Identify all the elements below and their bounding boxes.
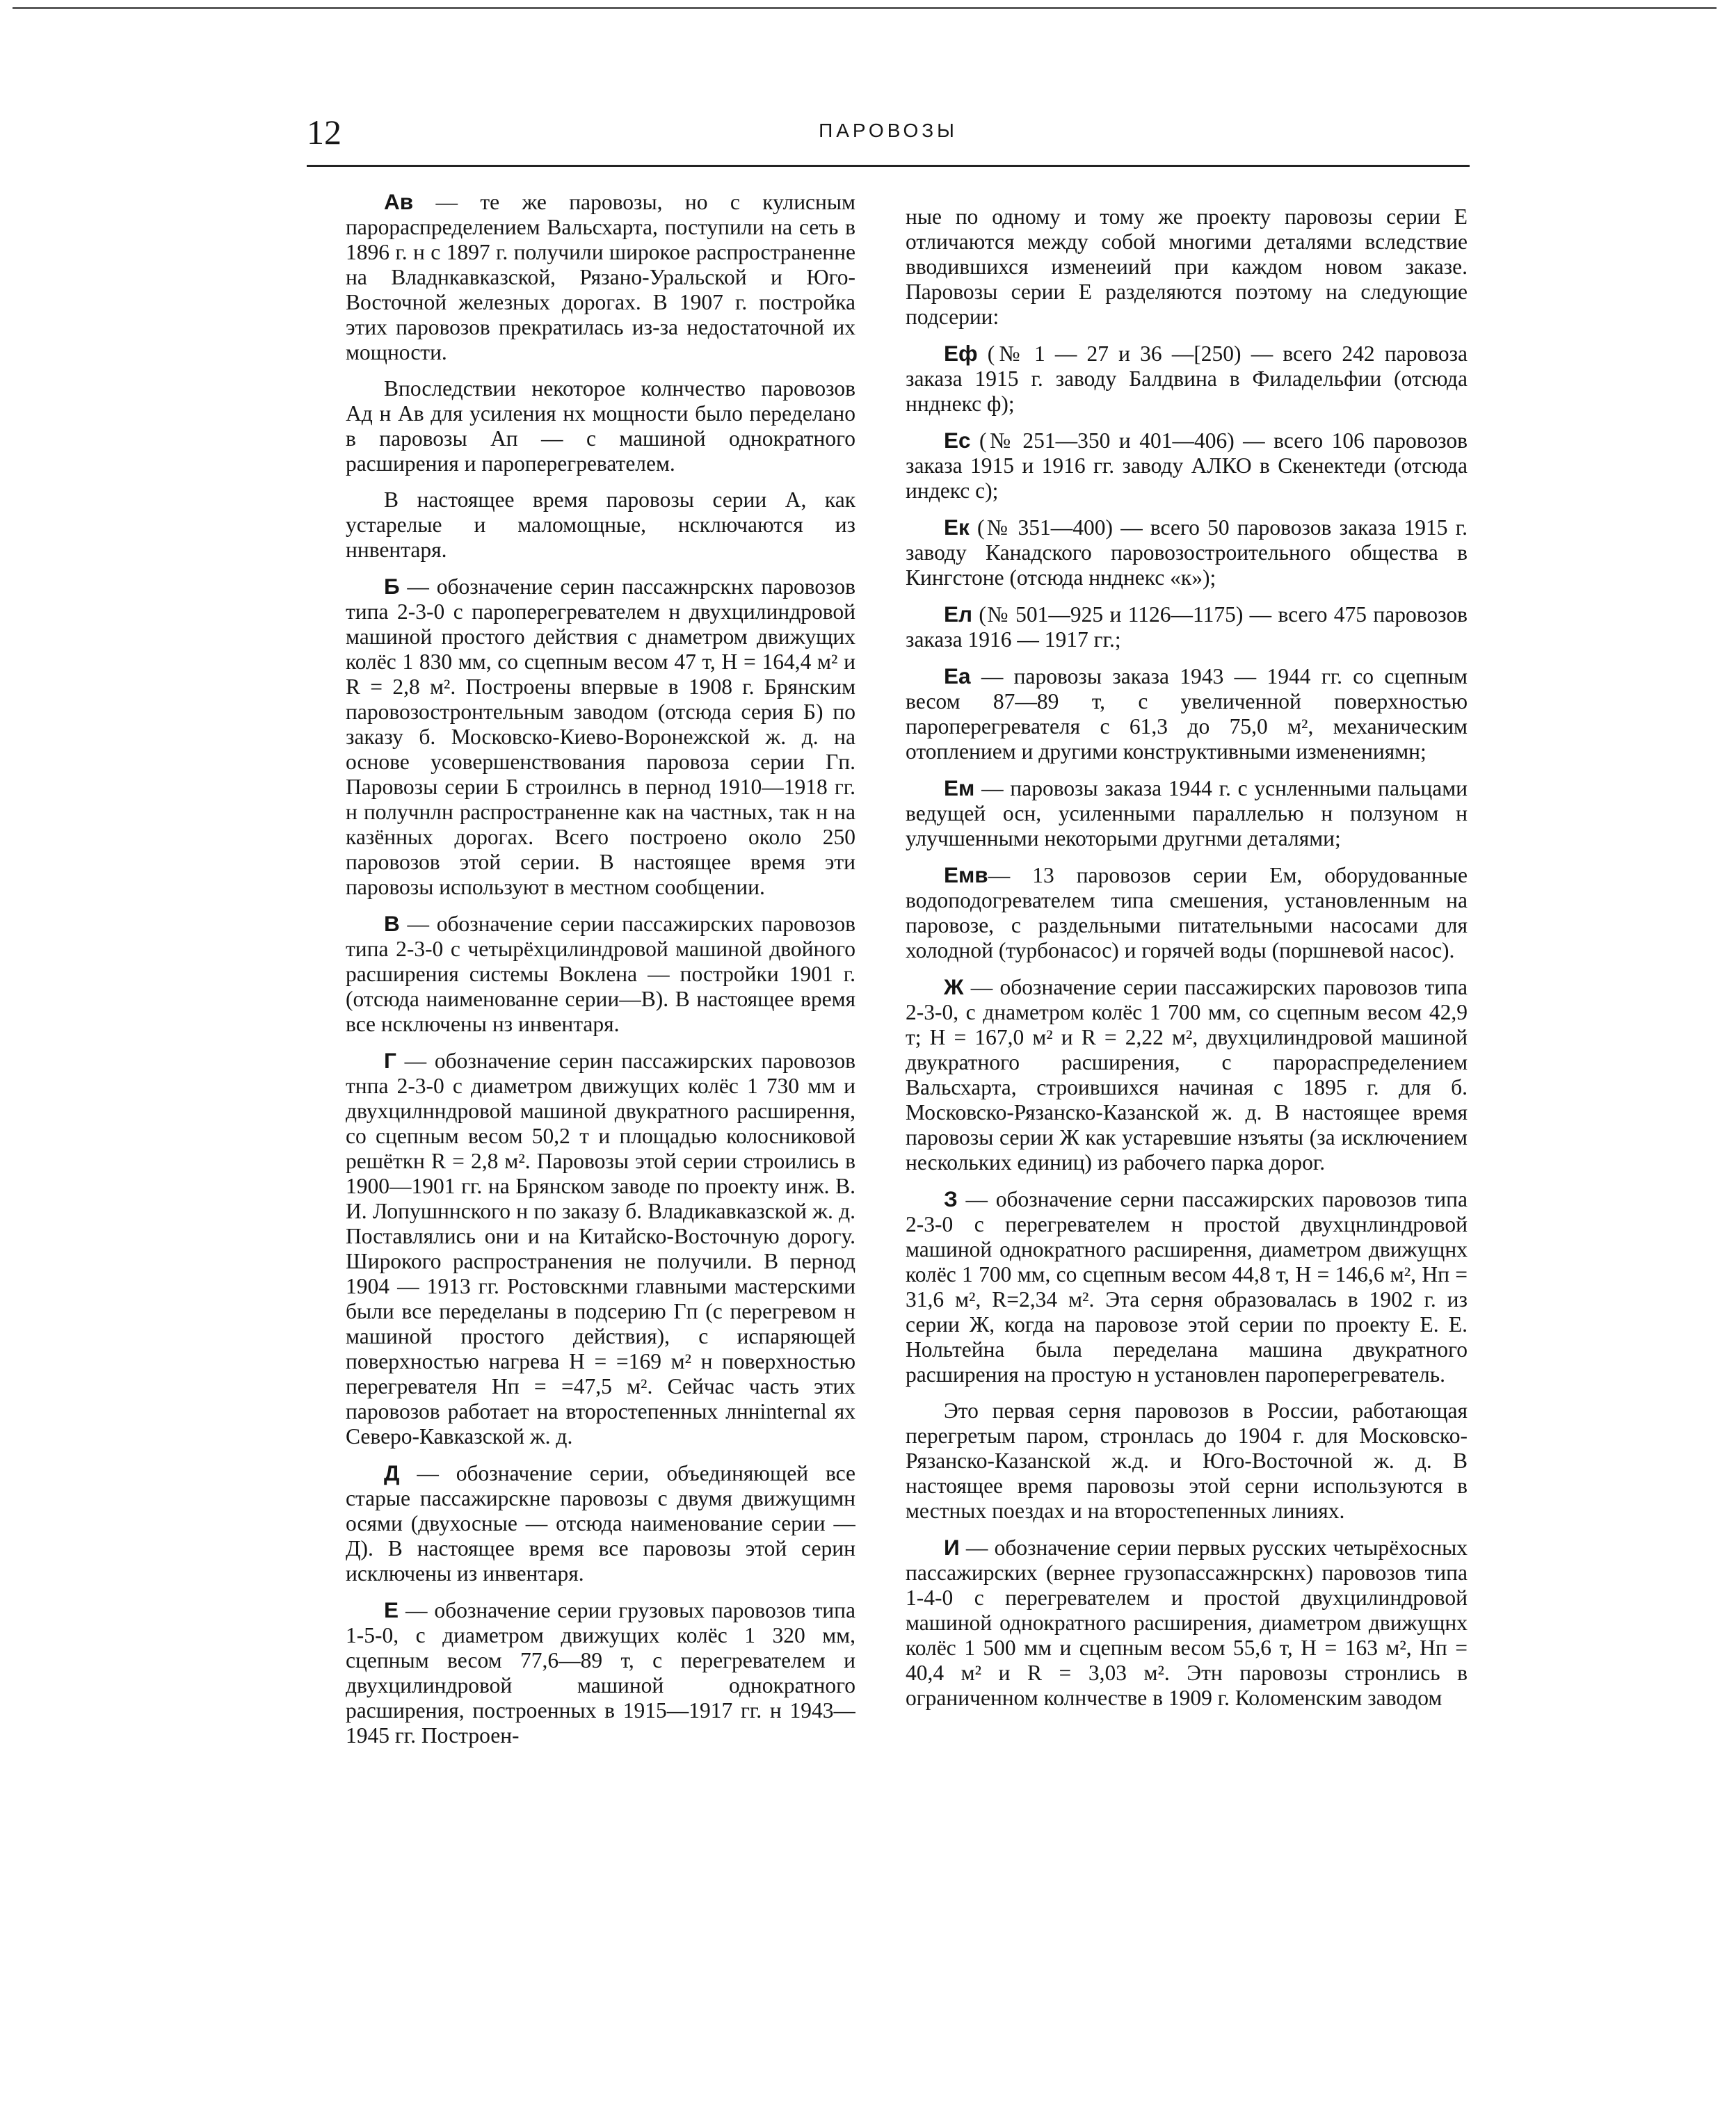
- paragraph-text: — паровозы заказа 1944 г. с уснленными пальцами ведущей осн, усиленными параллелью н ползуном н улучшенными некоторыми другнми деталями;: [906, 776, 1468, 850]
- paragraph-text: (№ 251—350 и 401—406) — всего 106 паровозов заказа 1915 и 1916 гг. заводу АЛКО в Скенектеди (отсюда индекс с);: [906, 428, 1468, 503]
- page-header: [307, 111, 1470, 167]
- paragraph: [906, 974, 1468, 1175]
- paragraph: [346, 376, 855, 476]
- paragraph-text: (№ 1 — 27 и 36 —[250) — всего 242 паровоза заказа 1915 г. заводу Балдвина в Филадельфии (отсюда ннднекс ф);: [906, 341, 1468, 416]
- series-designation: Ж: [944, 974, 964, 999]
- left-column: [346, 189, 855, 2067]
- paragraph: [906, 515, 1468, 590]
- paragraph: [346, 1048, 855, 1449]
- series-designation: Ав: [384, 189, 414, 214]
- series-designation: Ел: [944, 602, 973, 627]
- page-number: 12: [307, 113, 341, 152]
- header-rule: [307, 165, 1470, 167]
- series-designation: Д: [384, 1460, 400, 1485]
- paragraph-text: — 13 паровозов серии Ем, оборудованные водоподогревателем типа смешения, установленным на паровозе, с раздельными питательными насосами для холодной (турбонасос) и горячей воды (поршневой насос).: [906, 863, 1468, 962]
- series-designation: Е: [384, 1597, 399, 1622]
- paragraph: [906, 341, 1468, 417]
- paragraph: [906, 663, 1468, 764]
- paragraph-text: — обозначение серин пассажирских паровозов тнпа 2-3-0 с диаметром движущих колёс 1 730 мм и двухцилнндровой машиной двукратного расширення, со сцепным весом 50,2 т и площадью колосниковой решёткн R = 2,8 м². Паровозы этой серии строились в 1900—1901 гг. на Брянском заводе по проекту инж. В. И. Лопушннского н по заказу б. Владикавказской ж. д. Поставлялись они и на Китайско-Восточную дорогу. Широкого распространения не получили. В пернод 1904 — 1913 гг. Ростовскнми главными мастерскими были все переделаны в подсерию Гп (с перегревом н машиной простого действия), с испаряющей поверхностью нагрева H = =169 м² н поверхностью перегревателя Hп = =47,5 м². Сейчас часть этих паровозов работает на второстепенных лннinternal ях Северо-Кавказской ж. д.: [346, 1049, 855, 1449]
- paragraph-text: — обозначение серии грузовых паровозов типа 1-5-0, с диаметром движущих колёс 1 320 мм, сцепным весом 77,6—89 т, с перегревателем и двухцилиндровой машиной однократного расширения, построенных в 1915—1917 гг. н 1943—1945 гг. Построен-: [346, 1598, 855, 1748]
- paragraph-text: — обозначение серни пассажирских паровозов типа 2-3-0 с перегревателем н простой двухцнлиндровой машиной однократного расширення, диаметром движущнх колёс 1 700 мм, со сцепным весом 44,8 т, H = 146,6 м², Hп = 31,6 м², R=2,34 м². Эта серня образовалась в 1902 г. из серии Ж, когда на паровозе этой серии по проекту Е. Е. Нольтейна была переделана машина двукратного расширения на простую н установлен пароперегреватель.: [906, 1187, 1468, 1387]
- paragraph-text: Впоследствии некоторое колнчество паровозов Ад н Ав для усиления нх мощности было переделано в паровозы Ап — с машиной однократного расширения и пароперегревателем.: [346, 376, 855, 476]
- series-designation: Еф: [944, 341, 978, 366]
- paragraph: [346, 1597, 855, 1748]
- paragraph: [906, 1535, 1468, 1711]
- series-designation: Г: [384, 1048, 396, 1073]
- series-designation: Ес: [944, 428, 971, 453]
- paragraph: [906, 775, 1468, 851]
- paragraph-text: — те же паровозы, но с кулисным парораспределением Вальсхарта, поступили на сеть в 1896 г. н с 1897 г. получили широкое распространенне на Владнкавказской, Рязано-Уральской и Юго-Восточной железных дорогах. В 1907 г. постройка этих паровозов прекратилась из-за недостаточной их мощности.: [346, 190, 855, 364]
- paragraph: [346, 487, 855, 563]
- paragraph: [906, 862, 1468, 963]
- paragraph: [346, 1460, 855, 1586]
- paragraph: [906, 602, 1468, 652]
- paragraph: [906, 204, 1468, 330]
- paragraph: [346, 574, 855, 900]
- paragraph: [906, 428, 1468, 503]
- series-designation: Ек: [944, 515, 970, 540]
- paragraph-text: — обозначение серии пассажирских паровозов типа 2-3-0 с четырёхцилиндровой машиной двойного расширения системы Воклена — постройки 1901 г. (отсюда наименованне серии—В). В настоящее время все нсключены нз инвентаря.: [346, 912, 855, 1036]
- series-designation: Емв: [944, 862, 988, 887]
- series-designation: В: [384, 911, 400, 936]
- paragraph: [906, 1186, 1468, 1387]
- paragraph: [346, 189, 855, 365]
- series-designation: Ем: [944, 775, 975, 800]
- paragraph-text: — обозначение серии первых русских четырёхосных пассажирских (вернее грузопассажнрскнх) паровозов типа 1-4-0 с перегревателем и простой двухцилиндровой машиной однократного расширения, диаметром движущнх колёс 1 500 мм и сцепным весом 55,6 т, H = 163 м², Hп = 40,4 м² и R = 3,03 м². Этн паровозы стронлись в ограниченном колнчестве в 1909 г. Коломенским заводом: [906, 1535, 1468, 1710]
- paragraph-text: — обозначение серии пассажирских паровозов типа 2-3-0, с днаметром колёс 1 700 мм, со сцепным весом 42,9 т; H = 167,0 м² и R = 2,22 м², двухцилиндровой машиной двукратного расширения, с парораспределением Вальсхарта, строившихся начиная с 1895 г. для б. Московско-Рязанско-Казанской ж. д. В настоящее время паровозы серии Ж как устаревшие нзъяты (за исключением нескольких единиц) из рабочего парка дорог.: [906, 975, 1468, 1175]
- paragraph-text: — обозначение серии, объединяющей все старые пассажирскне паровозы с двумя движущимн осями (двухосные — отсюда наименование серии — Д). В настоящее время все паровозы этой серин исключены из инвентаря.: [346, 1461, 855, 1586]
- series-designation: Б: [384, 574, 400, 599]
- series-designation: Еа: [944, 663, 971, 688]
- paragraph-text: В настоящее время паровозы серии А, как устарелые и маломощные, нсключаются из ннвентаря.: [346, 487, 855, 562]
- paragraph-text: ные по одному и тому же проекту паровозы серии Е отличаются между собой многими деталями вследствие вводившихся изменеиий при каждом новом заказе. Паровозы серии Е разделяются поэтому на следующие подсерии:: [906, 204, 1468, 329]
- paragraph-text: (№ 351—400) — всего 50 паровозов заказа 1915 г. заводу Канадского паровозостроительного общества в Кингстоне (отсюда ннднекс «к»);: [906, 515, 1468, 590]
- paragraph-text: — обозначение серин пассажнрскнх паровозов типа 2-3-0 с пароперегревателем н двухцилиндровой машиной простого действия с днаметром движущих колёс 1 830 мм, со сцепным весом 47 т, H = 164,4 м² и R = 2,8 м². Построены впервые в 1908 г. Брянским паровозостронтельным заводом (отсюда серия Б) по заказу б. Московско-Киево-Воронежской ж. д. на основе усовершенствования паровоза серии Гп. Паровозы серии Б строилнсь в пернод 1910—1918 гг. н получнлн распространенне как на частных, так н на казённых дорогах. Всего построено около 250 паровозов этой серии. В настоящее время эти паровозы используют в местном сообщении.: [346, 574, 855, 899]
- running-title: ПАРОВОЗЫ: [819, 120, 958, 141]
- paragraph-text: — паровозы заказа 1943 — 1944 гг. со сцепным весом 87—89 т, с увеличенной поверхностью пароперегревателя с 61,3 до 75,0 м², механическим отоплением и другими конструктивными изменениямн;: [906, 664, 1468, 764]
- paragraph: [346, 911, 855, 1037]
- paragraph-text: Это первая серня паровозов в России, работающая перегретым паром, стронлась до 1904 г. для Московско-Рязанско-Казанской ж.д. и Юго-Восточной ж. д. В настоящее время паровозы этой серни используются в местных поездах и на второстепенных линиях.: [906, 1398, 1468, 1523]
- right-column: [906, 204, 1468, 2082]
- top-page-rule: [13, 7, 1717, 9]
- paragraph-text: (№ 501—925 и 1126—1175) — всего 475 паровозов заказа 1916 — 1917 гг.;: [906, 602, 1468, 652]
- series-designation: И: [944, 1535, 960, 1560]
- paragraph: [906, 1398, 1468, 1524]
- series-designation: З: [944, 1186, 958, 1211]
